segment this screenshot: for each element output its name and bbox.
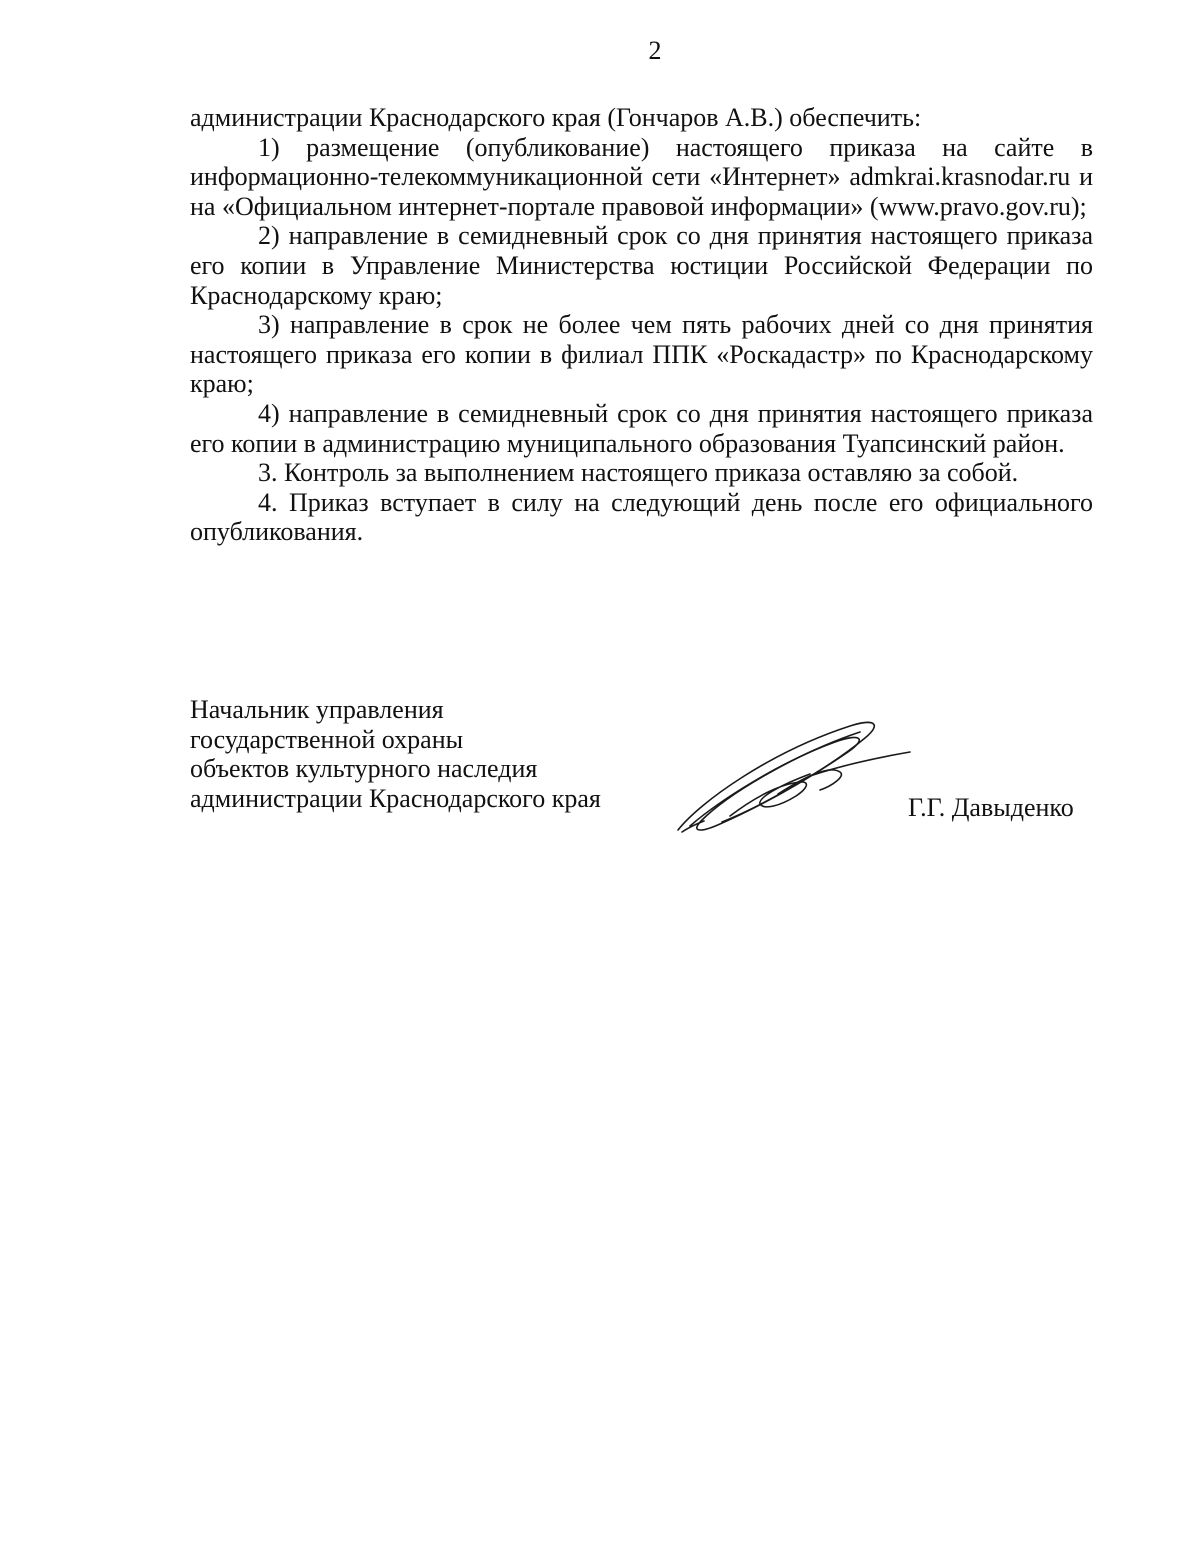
paragraph-item-3: 3) направление в срок не более чем пять рабочих дней со дня принятия настоящего приказа его копии в филиал ППК «Роскадастр» по Краснодарскому краю; bbox=[190, 310, 1093, 399]
paragraph-control: 3. Контроль за выполнением настоящего приказа оставляю за собой. bbox=[258, 458, 1019, 488]
signatory-position bbox=[190, 695, 601, 813]
position-line: государственной охраны bbox=[190, 724, 464, 754]
document-body bbox=[190, 103, 1093, 547]
signer-name: Г.Г. Давыденко bbox=[908, 793, 1074, 822]
paragraph-item-2: 2) направление в семидневный срок со дня принятия настоящего приказа его копии в Управление Министерства юстиции Российской Федерации по Краснодарскому краю; bbox=[190, 221, 1093, 310]
position-line: объектов культурного наследия bbox=[190, 754, 538, 784]
page-number: 2 bbox=[648, 36, 662, 65]
paragraph-effective: 4. Приказ вступает в силу на следующий день после его официального опубликования. bbox=[190, 487, 1093, 547]
position-line: администрации Краснодарского края bbox=[190, 783, 601, 813]
position-line: Начальник управления bbox=[190, 695, 444, 724]
handwritten-signature-icon bbox=[660, 712, 920, 842]
paragraph-intro: администрации Краснодарского края (Гончаров А.В.) обеспечить: bbox=[190, 103, 922, 132]
paragraph-item-4: 4) направление в семидневный срок со дня принятия настоящего приказа его копии в администрацию муниципального образования Туапсинский район. bbox=[190, 398, 1093, 458]
paragraph-item-1: 1) размещение (опубликование) настоящего приказа на сайте в информационно-телекоммуникационной сети «Интернет» admkrai.krasnodar.ru и на «Официальном интернет-портале правовой информации» (www.pravo.gov.ru); bbox=[190, 132, 1093, 221]
